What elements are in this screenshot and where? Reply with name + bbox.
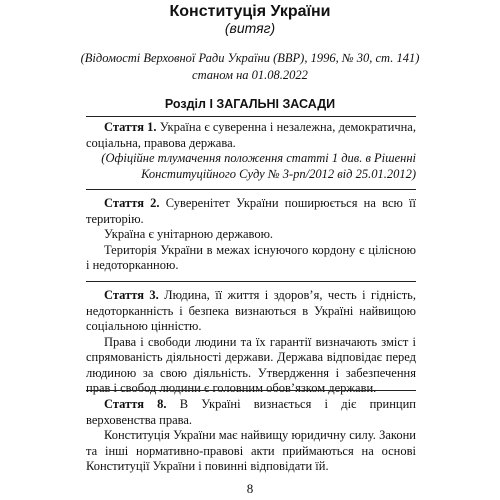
article-3 [86, 288, 416, 397]
article-8 [86, 397, 416, 475]
article-paragraph [86, 288, 416, 335]
divider [86, 281, 416, 282]
publication-source: (Відомості Верховної Ради України (ВВР), 1996, № 30, ст. 141) [80, 51, 420, 65]
article-paragraph: Територія України в межах існуючого кордону є цілісною і недоторканною. [86, 242, 416, 272]
revision-status: станом на 01.08.2022 [192, 68, 308, 82]
article-label: Стаття 8. [104, 397, 167, 411]
article-paragraph [86, 120, 416, 151]
article-label: Стаття 1. [104, 120, 157, 134]
document-title: Конституція України [169, 3, 331, 20]
document-subtitle: (витяг) [224, 20, 276, 36]
divider [86, 116, 416, 117]
article-paragraph: Україна є унітарною державою. [104, 227, 274, 241]
article-paragraph: Конституція України має найвищу юридичну силу. Закони та інші нормативно-правові акти приймаються на основі Конституції України і повинні відповідати їй. [86, 428, 416, 473]
divider [86, 189, 416, 190]
article-paragraph [86, 196, 416, 227]
page-number: 8 [246, 481, 254, 496]
article-label: Стаття 2. [104, 196, 160, 210]
article-label: Стаття 3. [104, 288, 159, 302]
article-paragraph: Права і свободи людини та їх гарантії визначають зміст і спрямованість діяльності держави. Держава відповідає перед людиною за свою діяльність. Утвердження і забезпечення прав і свобод людини є головним обов’язком держави. [86, 334, 416, 395]
article-text: Суверенітет України поширюється на всю її територію. [86, 196, 416, 226]
section-title: Розділ І ЗАГАЛЬНІ ЗАСАДИ [164, 97, 336, 111]
article-text: Україна є суверенна і незалежна, демократична, соціальна, правова держава. [86, 120, 416, 150]
divider [86, 390, 416, 391]
article-2 [86, 196, 416, 274]
article-1 [86, 120, 416, 182]
article-paragraph [86, 397, 416, 428]
article-text: Людина, її життя і здоров’я, честь і гідність, недоторканність і безпека визнаються в Україні найвищою соціальною цінністю. [86, 288, 416, 333]
article-note: (Офіційне тлумачення положення статті 1 див. в Рішенні Конституційного Суду № 3-рп/2012 від 25.01.2012) [101, 151, 416, 181]
article-text: В Україні визнається і діє принцип верховенства права. [86, 397, 416, 427]
